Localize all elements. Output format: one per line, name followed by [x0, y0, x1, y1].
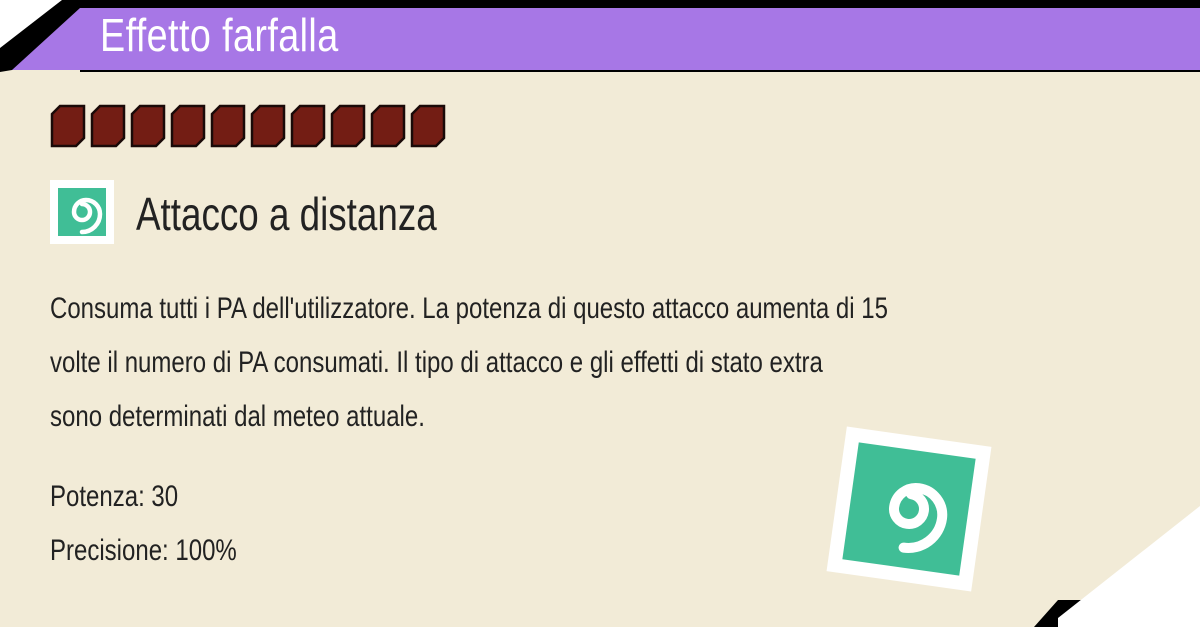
move-description	[50, 282, 970, 444]
pp-pip	[50, 104, 86, 148]
pp-pip	[170, 104, 206, 148]
pp-pips	[50, 104, 446, 148]
pp-pip	[370, 104, 406, 148]
pp-pip	[250, 104, 286, 148]
category-spiral-icon	[50, 180, 114, 244]
pp-pip	[290, 104, 326, 148]
pp-pip	[130, 104, 166, 148]
pp-pip	[410, 104, 446, 148]
description-line: sono determinati dal meteo attuale.	[50, 400, 425, 433]
description-line: volte il numero di PA consumati. Il tipo di attacco e gli effetti di stato extra	[50, 346, 823, 379]
pp-pip	[90, 104, 126, 148]
large-spiral-icon	[822, 422, 996, 596]
category-label: Attacco a distanza	[136, 188, 437, 240]
description-line: Consuma tutti i PA dell'utilizzatore. La potenza di questo attacco aumenta di 15	[50, 292, 888, 325]
accuracy-stat: Precisione: 100%	[50, 534, 237, 567]
pp-pip	[210, 104, 246, 148]
move-title: Effetto farfalla	[100, 9, 339, 61]
pp-pip	[330, 104, 366, 148]
power-stat: Potenza: 30	[50, 480, 179, 513]
